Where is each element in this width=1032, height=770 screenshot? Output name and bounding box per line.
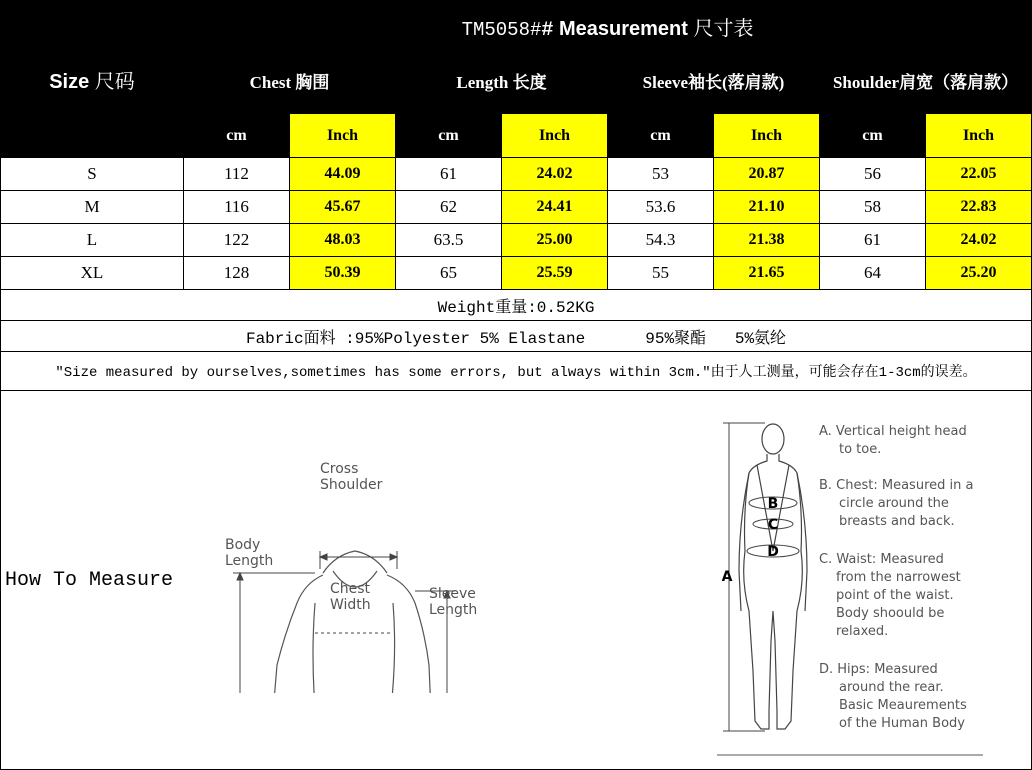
chest-cm-cell: 116	[184, 191, 290, 224]
unit-cm: cm	[608, 114, 714, 158]
unit-cm: cm	[184, 114, 290, 158]
table-title: TM5058## Measurement 尺寸表	[184, 1, 1032, 53]
unit-inch: Inch	[926, 114, 1032, 158]
title-cn: 尺寸表	[693, 17, 754, 40]
note-d-line2: around the rear.	[839, 680, 944, 695]
size-label-cn: 尺码	[94, 70, 135, 93]
fabric-composition-cn: 95%聚酯 5%氨纶	[645, 329, 787, 348]
sleeve-length-label-1: Sleeve	[429, 586, 476, 602]
measurement-note: "Size measured by ourselves,sometimes has some errors, but always within 3cm."由于人工测量，可能会存在1-3cm的误差。	[1, 352, 1032, 391]
body-length-label-2: Length	[225, 553, 274, 569]
unit-inch: Inch	[714, 114, 820, 158]
note-c-line5: relaxed.	[836, 624, 889, 639]
length-inch-cell: 25.00	[502, 224, 608, 257]
shoulder-inch-cell: 25.20	[926, 257, 1032, 290]
unit-inch: Inch	[290, 114, 396, 158]
note-c-line4: Body shoould be	[836, 606, 945, 621]
marker-d: D	[767, 544, 779, 560]
note-d-line1: D. Hips: Measured	[819, 662, 938, 677]
note-a-line1: A. Vertical height head	[819, 424, 967, 439]
length-cm-cell: 63.5	[396, 224, 502, 257]
fabric-composition-en: Fabric面料 :95%Polyester 5% Elastane	[245, 329, 586, 348]
unit-cm: cm	[396, 114, 502, 158]
length-cm-cell: 62	[396, 191, 502, 224]
sleeve-inch-cell: 21.65	[714, 257, 820, 290]
how-to-measure-label: How To Measure	[5, 569, 174, 592]
unit-cm: cm	[820, 114, 926, 158]
sleeve-cm-cell: 54.3	[608, 224, 714, 257]
note-a-line2: to toe.	[839, 442, 882, 457]
unit-inch: Inch	[502, 114, 608, 158]
shoulder-inch-cell: 22.83	[926, 191, 1032, 224]
note-c-line1: C. Waist: Measured	[819, 552, 944, 567]
chest-width-label-2: Width	[330, 597, 371, 613]
size-cell: L	[1, 224, 184, 257]
group-header-shoulder: Shoulder肩宽（落肩款）	[820, 53, 1032, 114]
sleeve-inch-cell: 21.38	[714, 224, 820, 257]
shoulder-cm-cell: 56	[820, 158, 926, 191]
body-length-label-1: Body	[225, 537, 261, 553]
title-en: Measurement	[558, 17, 688, 40]
chest-width-label-1: Chest	[330, 581, 371, 597]
marker-b: B	[767, 496, 779, 512]
shoulder-cm-cell: 58	[820, 191, 926, 224]
size-cell: XL	[1, 257, 184, 290]
size-cell: M	[1, 191, 184, 224]
cross-label-2: Shoulder	[320, 477, 383, 493]
sleeve-cm-cell: 55	[608, 257, 714, 290]
sleeve-inch-cell: 21.10	[714, 191, 820, 224]
group-header-chest: Chest 胸围	[184, 53, 396, 114]
cross-label-1: Cross	[320, 461, 359, 477]
chest-inch-cell: 50.39	[290, 257, 396, 290]
note-d-line4: of the Human Body	[839, 716, 965, 731]
marker-a: A	[721, 569, 733, 585]
length-inch-cell: 25.59	[502, 257, 608, 290]
note-c-line3: point of the waist.	[836, 588, 954, 603]
length-inch-cell: 24.02	[502, 158, 608, 191]
chest-inch-cell: 44.09	[290, 158, 396, 191]
title-code: TM5058#	[461, 18, 542, 41]
shoulder-cm-cell: 61	[820, 224, 926, 257]
chest-cm-cell: 112	[184, 158, 290, 191]
sleeve-length-label-2: Length	[429, 602, 478, 618]
note-b-line2: circle around the	[839, 496, 949, 511]
size-cell: S	[1, 158, 184, 191]
note-b-line1: B. Chest: Measured in a	[819, 478, 974, 493]
chest-inch-cell: 45.67	[290, 191, 396, 224]
note-b-line3: breasts and back.	[839, 514, 955, 529]
shoulder-inch-cell: 24.02	[926, 224, 1032, 257]
note-d-line3: Basic Meaurements	[839, 698, 967, 713]
shoulder-cm-cell: 64	[820, 257, 926, 290]
sleeve-cm-cell: 53	[608, 158, 714, 191]
note-c-line2: from the narrowest	[836, 570, 961, 585]
sleeve-inch-cell: 20.87	[714, 158, 820, 191]
size-label-en: Size	[49, 70, 90, 93]
marker-c: C	[767, 517, 779, 533]
length-cm-cell: 65	[396, 257, 502, 290]
chest-cm-cell: 128	[184, 257, 290, 290]
group-header-sleeve: Sleeve袖长(落肩款)	[608, 53, 820, 114]
chest-inch-cell: 48.03	[290, 224, 396, 257]
shoulder-inch-cell: 22.05	[926, 158, 1032, 191]
weight-info: Weight重量:0.52KG	[1, 290, 1032, 321]
group-header-length: Length 长度	[396, 53, 608, 114]
length-cm-cell: 61	[396, 158, 502, 191]
sleeve-cm-cell: 53.6	[608, 191, 714, 224]
chest-cm-cell: 122	[184, 224, 290, 257]
length-inch-cell: 24.41	[502, 191, 608, 224]
